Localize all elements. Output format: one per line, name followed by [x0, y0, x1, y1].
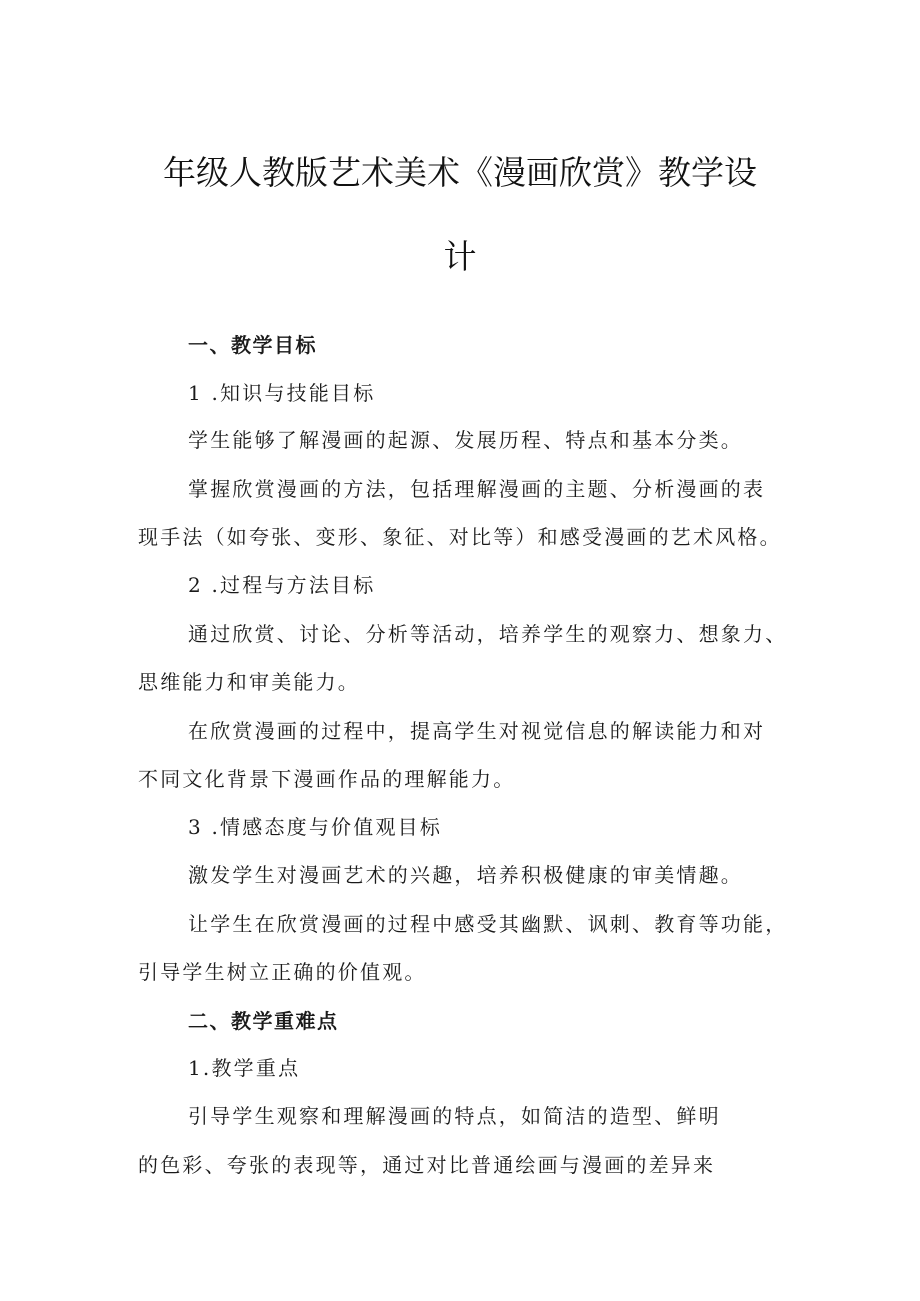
paragraph-text: 现手法（如夸张、变形、象征、对比等）和感受漫画的艺术风格。: [138, 525, 782, 549]
document-title-line-1: 年级人教版艺术美术《漫画欣赏》教学设: [163, 153, 757, 192]
paragraph-text: 的色彩、夸张的表现等，通过对比普通绘画与漫画的差异来: [138, 1153, 716, 1177]
paragraph-text: 在欣赏漫画的过程中，提高学生对视觉信息的解读能力和对: [188, 719, 766, 743]
subheading-process-methods: 2 .过程与方法目标: [188, 573, 376, 597]
paragraph-text: 让学生在欣赏漫画的过程中感受其幽默、讽刺、教育等功能，: [188, 912, 788, 936]
paragraph-text: 不同文化背景下漫画作品的理解能力。: [138, 767, 516, 791]
paragraph-text: 引导学生观察和理解漫画的特点，如简洁的造型、鲜明: [188, 1104, 721, 1128]
subheading-emotion-values: 3 .情感态度与价值观目标: [188, 815, 443, 839]
paragraph-text: 通过欣赏、讨论、分析等活动，培养学生的观察力、想象力、: [188, 622, 788, 646]
paragraph-text: 引导学生树立正确的价值观。: [138, 960, 427, 984]
subheading-teaching-focus: 1.教学重点: [188, 1056, 301, 1080]
section-heading-teaching-objectives: 一、教学目标: [188, 333, 317, 357]
subheading-knowledge-skills: 1 .知识与技能目标: [188, 381, 376, 405]
section-heading-key-difficult-points: 二、教学重难点: [188, 1009, 339, 1033]
paragraph-text: 思维能力和审美能力。: [138, 670, 360, 694]
paragraph-text: 学生能够了解漫画的起源、发展历程、特点和基本分类。: [188, 428, 743, 452]
paragraph-text: 激发学生对漫画艺术的兴趣，培养积极健康的审美情趣。: [188, 863, 743, 887]
document-title-line-2: 计: [443, 237, 477, 276]
paragraph-text: 掌握欣赏漫画的方法，包括理解漫画的主题、分析漫画的表: [188, 477, 766, 501]
